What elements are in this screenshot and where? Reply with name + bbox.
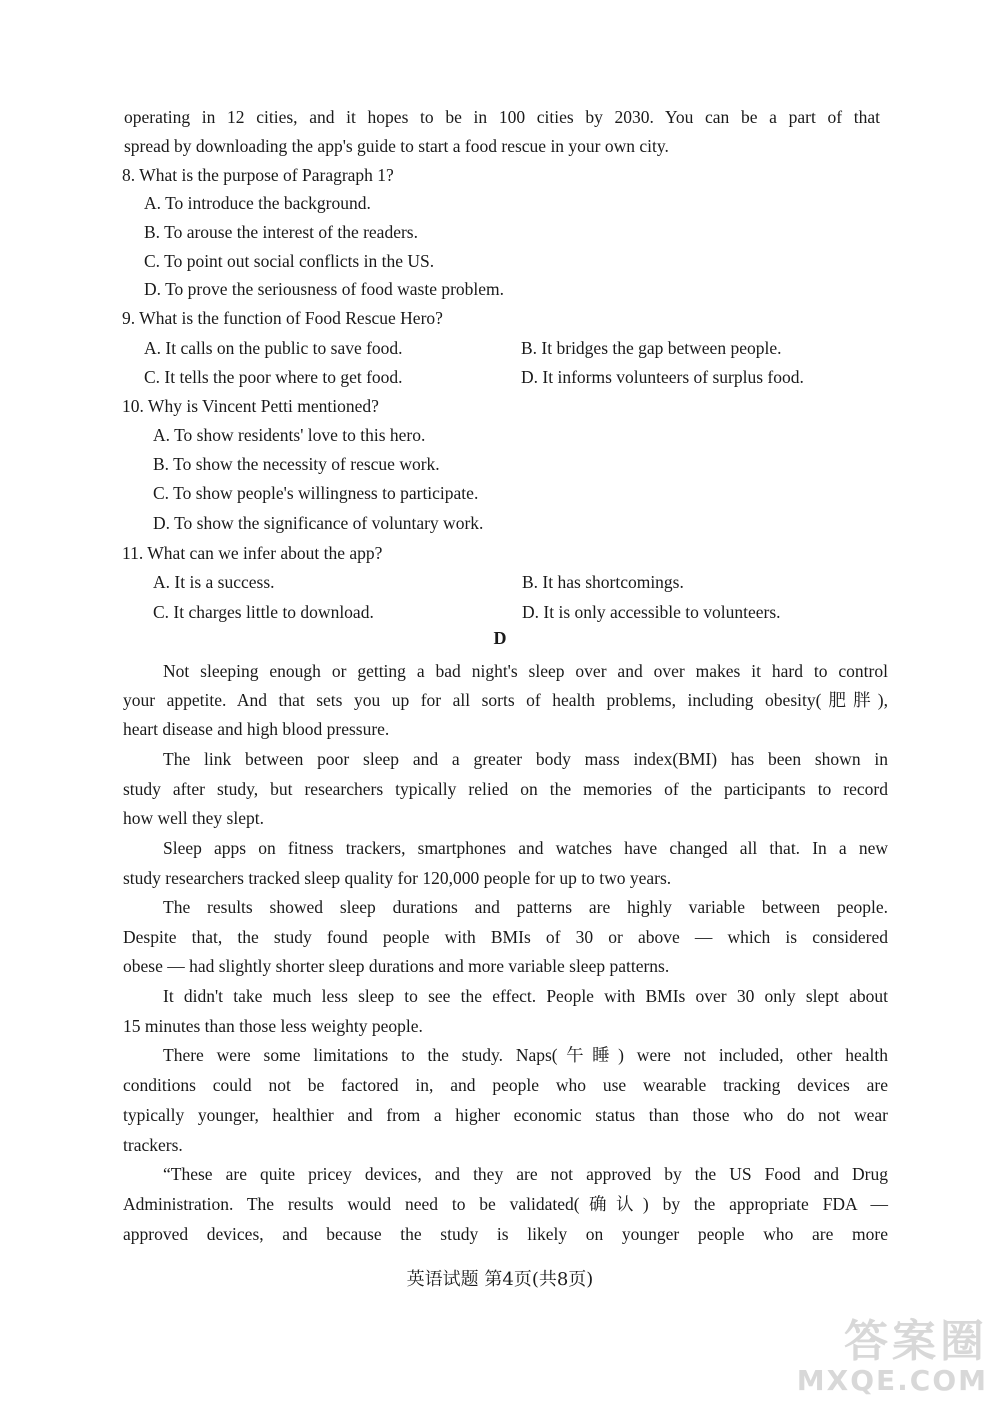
watermark-logo — [797, 1318, 988, 1396]
question-11-stem: 11. What can we infer about the app? — [122, 543, 383, 563]
passage-d-line: trackers. — [123, 1135, 183, 1155]
question-11-option-b: B. It has shortcomings. — [522, 572, 684, 592]
question-9-option-c: C. It tells the poor where to get food. — [144, 367, 403, 387]
passage-d-line: obese — had slightly shorter sleep durations and more variable sleep patterns. — [123, 956, 670, 976]
watermark-url: MXQE.COM — [796, 1364, 988, 1397]
passage-d-line: Despite that, the study found people with BMIs of 30 or above — which is considered — [123, 927, 888, 947]
question-8-option-a: A. To introduce the background. — [144, 193, 371, 213]
passage-line: operating in 12 cities, and it hopes to be in 100 cities by 2030. You can be a part of that — [124, 107, 880, 127]
question-10-option-a: A. To show residents' love to this hero. — [153, 425, 426, 445]
question-10-option-d: D. To show the significance of voluntary work. — [153, 513, 484, 533]
passage-d-line: The link between poor sleep and a greater body mass index(BMI) has been shown in — [163, 749, 888, 769]
passage-d-line: Not sleeping enough or getting a bad night's sleep over and over makes it hard to control — [163, 661, 888, 681]
watermark-logo-text: 答案圈 — [844, 1316, 988, 1367]
question-9-stem: 9. What is the function of Food Rescue Hero? — [122, 308, 443, 328]
passage-d-line: Administration. The results would need to be validated(确认) by the appropriate FDA — — [123, 1194, 888, 1214]
passage-d-line: study researchers tracked sleep quality for 120,000 people for up to two years. — [123, 868, 672, 888]
question-10-stem: 10. Why is Vincent Petti mentioned? — [122, 396, 379, 416]
question-11-option-d: D. It is only accessible to volunteers. — [522, 602, 781, 622]
passage-d-line: conditions could not be factored in, and people who use wearable tracking devices are — [123, 1075, 888, 1095]
question-8-option-d: D. To prove the seriousness of food waste problem. — [144, 279, 505, 299]
passage-d-line: 15 minutes than those less weighty people. — [123, 1016, 423, 1036]
passage-d-line: “These are quite pricey devices, and they are not approved by the US Food and Drug — [163, 1164, 888, 1184]
passage-d-line: Sleep apps on fitness trackers, smartphones and watches have changed all that. In a new — [163, 838, 888, 858]
passage-d-line: The results showed sleep durations and patterns are highly variable between people. — [163, 897, 888, 917]
question-8-stem: 8. What is the purpose of Paragraph 1? — [122, 165, 394, 185]
question-8-option-b: B. To arouse the interest of the readers. — [144, 222, 418, 242]
passage-d-line: study after study, but researchers typically relied on the memories of the participants to record — [123, 779, 888, 799]
section-d-heading: D — [493, 628, 507, 648]
passage-line: spread by downloading the app's guide to start a food rescue in your own city. — [124, 136, 669, 156]
question-11-option-c: C. It charges little to download. — [153, 602, 374, 622]
question-9-option-b: B. It bridges the gap between people. — [521, 338, 782, 358]
question-9-option-a: A. It calls on the public to save food. — [144, 338, 403, 358]
question-10-option-b: B. To show the necessity of rescue work. — [153, 454, 440, 474]
passage-d-line: how well they slept. — [123, 808, 264, 828]
passage-d-line: heart disease and high blood pressure. — [123, 719, 390, 739]
passage-d-line: typically younger, healthier and from a higher economic status than those who do not wear — [123, 1105, 888, 1125]
page-footer: 英语试题 第4页(共8页) — [406, 1269, 594, 1290]
passage-d-line: your appetite. And that sets you up for all sorts of health problems, including obesity(肥胖), — [123, 690, 888, 710]
question-10-option-c: C. To show people's willingness to participate. — [153, 483, 479, 503]
question-9-option-d: D. It informs volunteers of surplus food. — [521, 367, 804, 387]
question-8-option-c: C. To point out social conflicts in the US. — [144, 251, 435, 271]
question-11-option-a: A. It is a success. — [153, 572, 275, 592]
passage-d-line: It didn't take much less sleep to see the effect. People with BMIs over 30 only slept about — [163, 986, 888, 1006]
passage-d-line: There were some limitations to the study. Naps(午睡) were not included, other health — [163, 1045, 888, 1065]
passage-d-line: approved devices, and because the study is likely on younger people who are more — [123, 1224, 888, 1244]
